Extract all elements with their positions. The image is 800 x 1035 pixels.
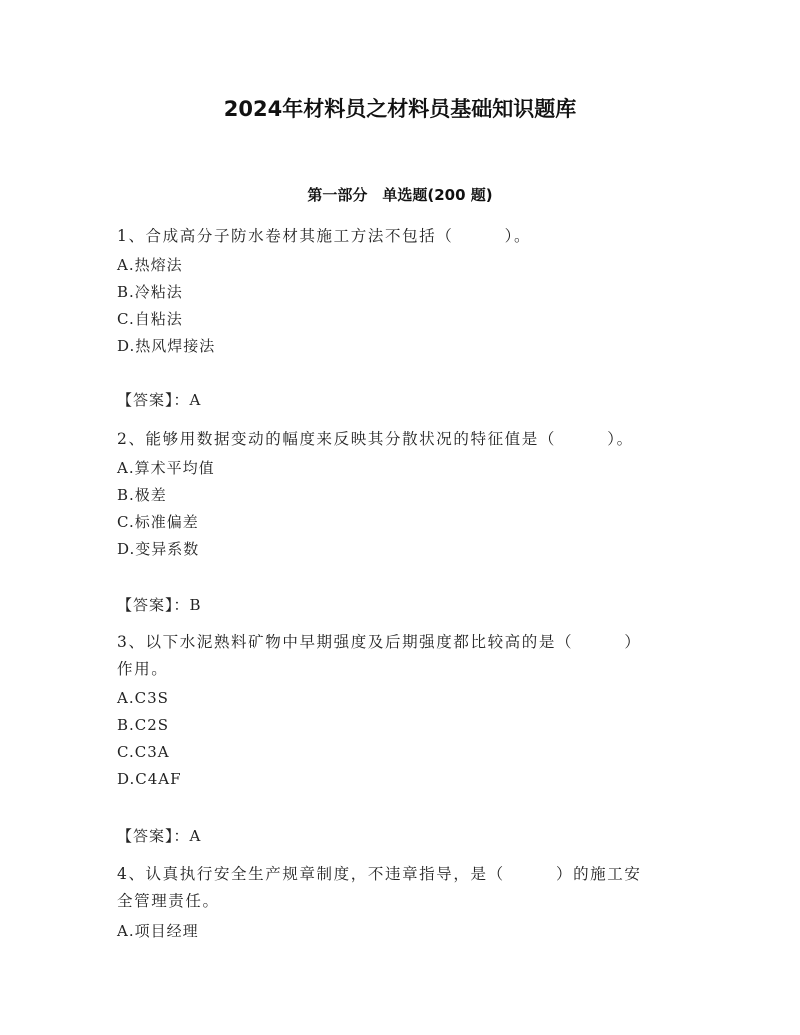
option-d: D.变异系数	[117, 540, 200, 558]
section-heading: 第一部分 单选题(200 题)	[307, 186, 493, 204]
question-text	[117, 861, 687, 915]
question-line: 全管理责任。	[117, 892, 220, 910]
question-text	[117, 629, 687, 683]
option-a: A.算术平均值	[117, 459, 215, 477]
question-line: 1、合成高分子防水卷材其施工方法不包括（ ）。	[117, 227, 532, 245]
option-d: D.C4AF	[117, 770, 182, 788]
option-b: B.C2S	[117, 716, 170, 734]
option-a: A.C3S	[117, 689, 169, 707]
question-line: 作用。	[117, 660, 169, 678]
question-line: 2、能够用数据变动的幅度来反映其分散状况的特征值是（ ）。	[117, 430, 634, 448]
answer-line: 【答案】：A	[117, 827, 202, 845]
question-text	[117, 426, 687, 453]
document-title: 2024年材料员之材料员基础知识题库	[223, 97, 577, 121]
option-b: B.冷粘法	[117, 283, 183, 301]
option-c: C.自粘法	[117, 310, 183, 328]
option-b: B.极差	[117, 486, 167, 504]
option-a: A.项目经理	[117, 922, 199, 940]
answer-line: 【答案】：A	[117, 391, 202, 409]
question-line: 3、以下水泥熟料矿物中早期强度及后期强度都比较高的是（ ）	[117, 633, 642, 651]
option-c: C.标准偏差	[117, 513, 199, 531]
option-a: A.热熔法	[117, 256, 183, 274]
option-d: D.热风焊接法	[117, 337, 216, 355]
answer-line: 【答案】：B	[117, 596, 202, 614]
question-text	[117, 223, 687, 250]
question-line: 4、认真执行安全生产规章制度，不违章指导，是（ ）的施工安	[117, 865, 642, 883]
option-c: C.C3A	[117, 743, 170, 761]
